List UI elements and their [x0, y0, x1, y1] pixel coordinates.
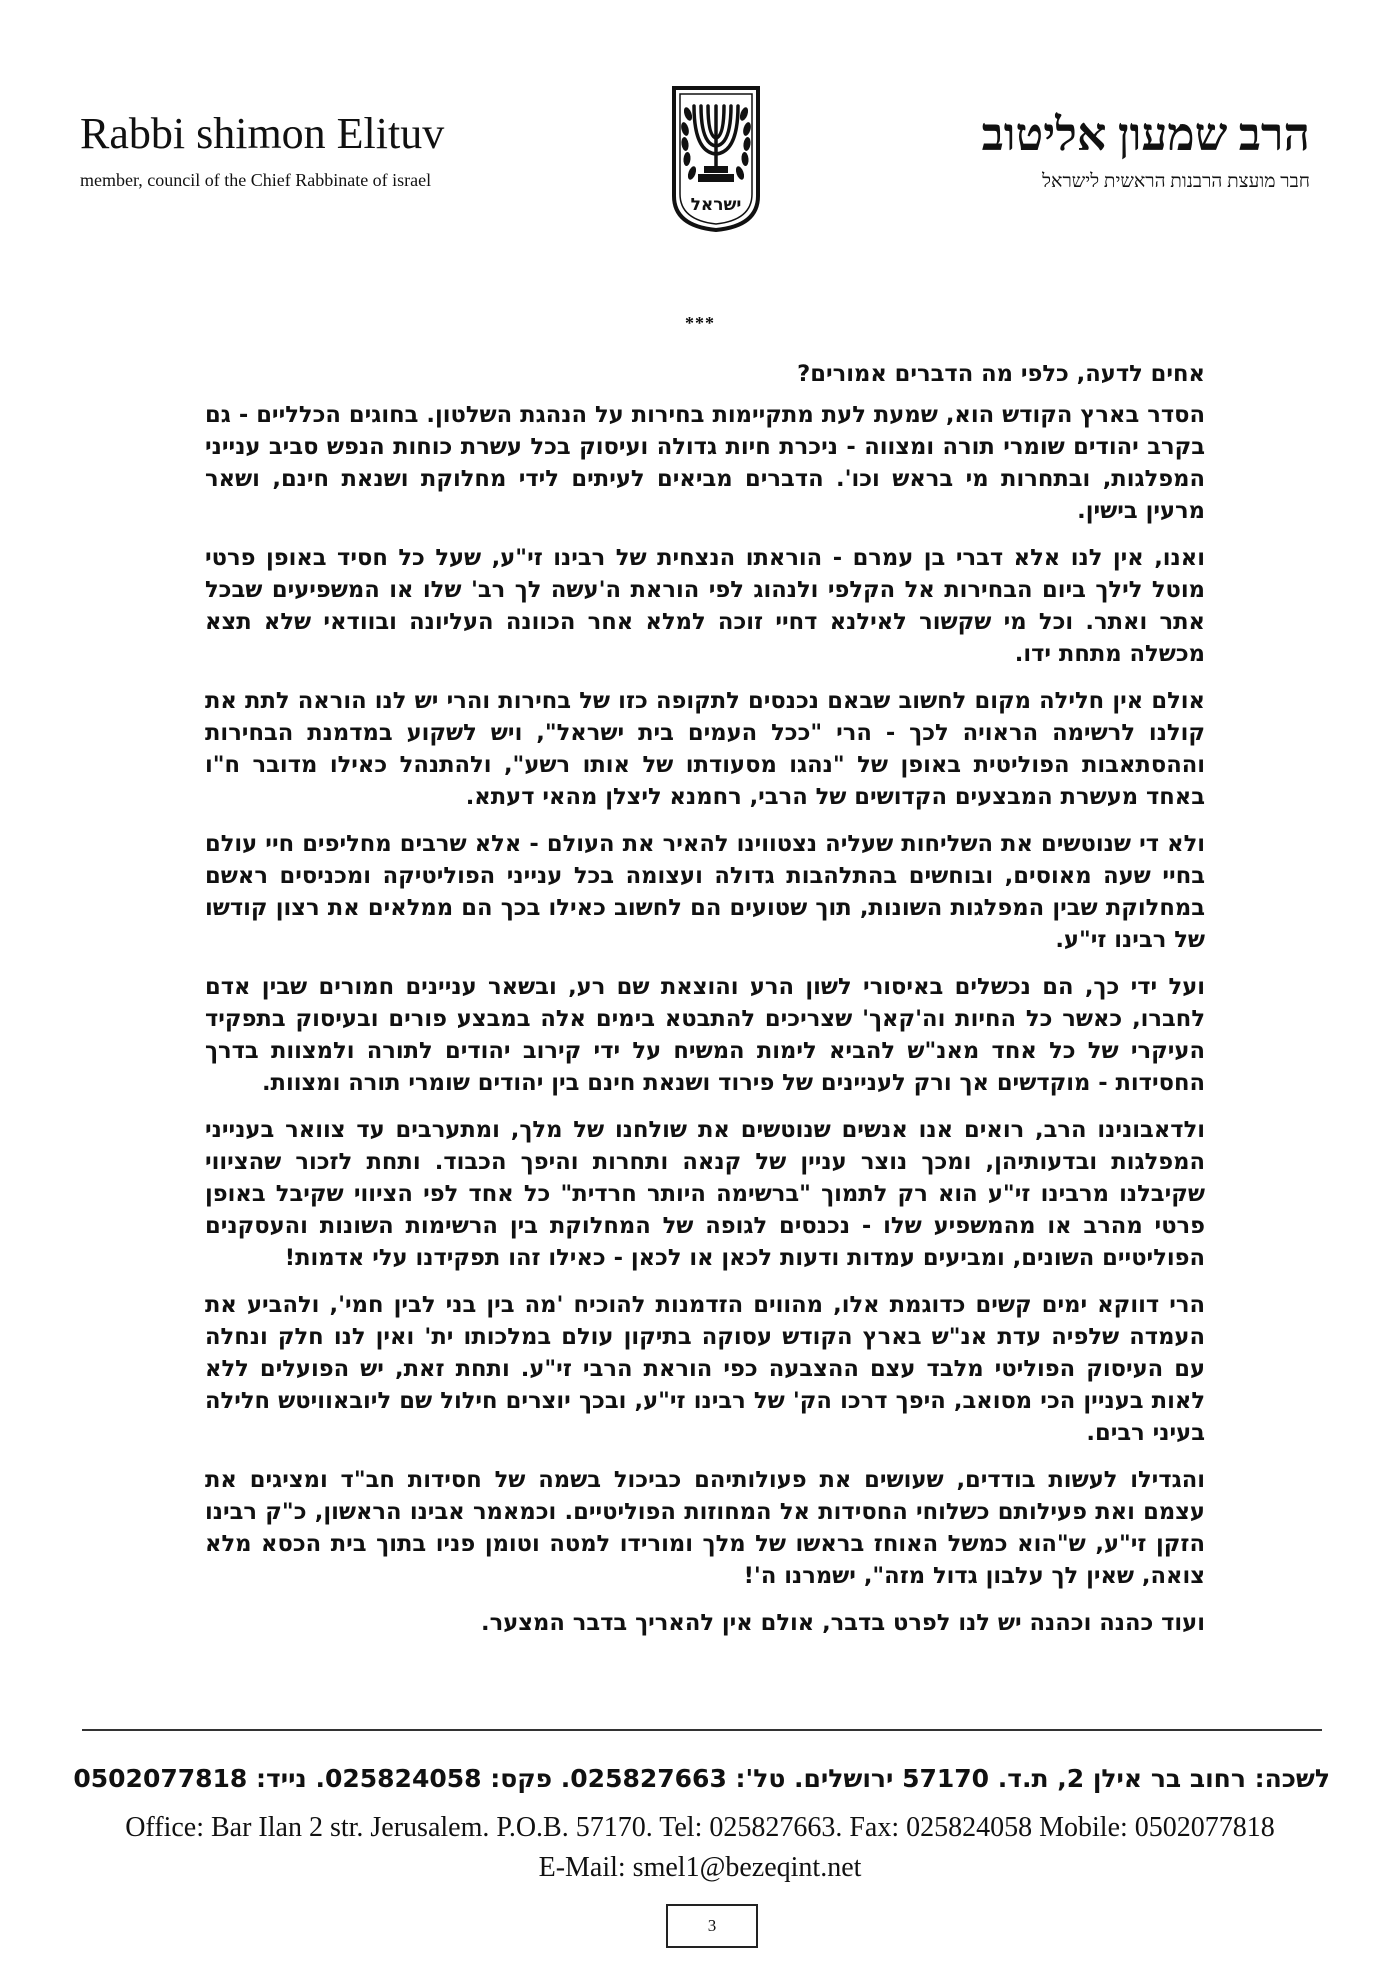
letter-paragraph: ולא די שנוטשים את השליחות שעליה נצטווינו להאיר את העולם - אלא שרבים מחליפים חיי עולם בחיי שעה מאוסים, ובוחשים בהתלהבות גדולה ועצומה בכל ענייני הפוליטיקה ומכניסים ראשם במחלוקת שבין המפלגות השונות, תוך שטועים הם לחשוב כאילו בכך הם ממלאים את רצון קודשו של רבינו זי"ע.: [205, 831, 1205, 953]
rabbi-title-english: member, council of the Chief Rabbinate of israel: [80, 170, 432, 190]
footer-divider: [82, 1729, 1322, 1731]
letter-paragraph: הסדר בארץ הקודש הוא, שמעת לעת מתקיימות בחירות על הנהגת השלטון. בחוגים הכלליים - גם בקרב יהודים שומרי תורה ומצווה - ניכרת חיות גדולה ועיסוק בכל עשרת כוחות הנפש סביב ענייני המפלגות, ובתחרות מי בראש וכו'. הדברים מביאים לעיתים לידי מחלוקת ושנאת חינם, ושאר מרעין בישין.: [205, 402, 1205, 524]
footer-email: E-Mail: smel1@bezeqint.net: [538, 1852, 862, 1883]
letter-paragraph: הרי דווקא ימים קשים כדוגמת אלו, מהווים הזדמנות להוכיח 'מה בין בני לבין חמי', ולהביע את העמדה שלפיה עדת אנ"ש בארץ הקודש עסוקה בתיקון עולם במלכותו ית' ואין לנו חלק ונחלה עם העיסוק הפוליטי מלבד עצם ההצבעה כפי הוראת הרבי זי"ע. ותחת זאת, יש הפועלים ללא לאות בעניין הכי מסואב, היפך דרכו הק' של רבינו זי"ע, ובכך יוצרים חילול שם ליובאוויטש חלילה בעיני רבים.: [205, 1292, 1205, 1446]
letter-paragraph: ועוד כהנה וכהנה יש לנו לפרט בדבר, אולם אין להאריך בדבר המצער.: [481, 1610, 1205, 1636]
letter-paragraph: והגדילו לעשות בודדים, שעושים את פעולותיהם כביכול בשמה של חסידות חב"ד ומציגים את עצמם ואת פעילותם כשלוחי החסידות אל המחוזות הפוליטיים. וכמאמר אבינו הראשון, כ"ק רבינו הזקן זי"ע, ש"הוא כמשל האוחז בראשו של מלך ומורידו למטה וטומן פניו בתוך בית הכסא מלא צואה, שאין לך עלבון גדול מזה", ישמרנו ה'!: [205, 1467, 1205, 1589]
footer-address-hebrew: לשכה: רחוב בר אילן 2, ת.ד. 57170 ירושלים. טל': 025827663. פקס: 025824058. נייד: 0502077818: [73, 1764, 1330, 1793]
state-emblem-icon: [668, 84, 764, 234]
header-english: [80, 108, 560, 192]
footer-address-english: Office: Bar Ilan 2 str. Jerusalem. P.O.B. 57170. Tel: 025827663. Fax: 025824058 Mobile: 0502077818: [125, 1812, 1275, 1843]
rabbi-name-english: Rabbi shimon Elituv: [80, 109, 445, 158]
letter-paragraph: ואנו, אין לנו אלא דברי בן עמרם - הוראתו הנצחית של רבינו זי"ע, שעל כל חסיד באופן פרטי מוטל לילך ביום הבחירות אל הקלפי ולנהוג לפי הוראת ה'עשה לך רב' שלו או המשפיעים שבכל אתר ואתר. וכל מי שקשור לאילנא דחיי זוכה למלא אחר הכוונה העליונה ובוודאי שלא תצא מכשלה מתחת ידו.: [205, 545, 1205, 667]
rabbi-name-hebrew: הרב שמעון אליטוב: [981, 109, 1310, 160]
letter-paragraph: ועל ידי כך, הם נכשלים באיסורי לשון הרע והוצאת שם רע, ובשאר עניינים חמורים שבין אדם לחברו, כאשר כל החיות וה'קאך' שצריכים להתבטא בימים אלה במבצע פורים ובעיסוק בתפקיד העיקרי של כל אחד מאנ"ש להביא לימות המשיח על ידי קירוב יהודים לתורה ולמצוות בדרך החסידות - מוקדשים אך ורק לעניינים של פירוד ושנאת חינם בין יהודים שומרי תורה ומצוות.: [205, 974, 1205, 1096]
letter-paragraph: ולדאבונינו הרב, רואים אנו אנשים שנוטשים את שולחנו של מלך, ומתערבים עד צוואר בענייני המפלגות ובדעותיהן, ומכך נוצר עניין של קנאה ותחרות והיפך הכבוד. ותחת לזכור שהציווי שקיבלנו מרבינו זי"ע הוא רק לתמוך "ברשימה היותר חרדית" כל אחד לפי הציווי שקיבל באופן פרטי מהרב או מהמשפיע שלו - נכנסים לגופה של המחלוקת בין הרשימות השונות והעסקנים הפוליטיים השונים, ומביעים עמדות ודעות לכאן או לכאן - כאילו זהו תפקידנו עלי אדמות!: [205, 1117, 1205, 1271]
rabbi-title-hebrew: חבר מועצת הרבנות הראשית לישראל: [1042, 171, 1310, 192]
letter-body: [205, 358, 1205, 1654]
emblem-caption: ישראל: [690, 195, 742, 215]
letter-question: אחים לדעה, כלפי מה הדברים אמורים?: [797, 361, 1205, 387]
letter-paragraph: אולם אין חלילה מקום לחשוב שבאם נכנסים לתקופה כזו של בחירות והרי יש לנו הוראה לתת את קולנו לרשימה הראויה לכך - הרי "ככל העמים בית ישראל", ויש לשקוע במדמנת הבחירות וההסתאבות הפוליטית באופן של "נהגו מסעודתו של אותו רשע", ולהתנהל כאילו מדובר ח"ו באחד מעשרת המבצעים הקדושים של הרבי, רחמנא ליצלן מהאי דעתא.: [205, 688, 1205, 810]
section-separator: ***: [685, 313, 715, 333]
page-number: 3: [666, 1904, 758, 1948]
header-hebrew: [830, 108, 1310, 194]
